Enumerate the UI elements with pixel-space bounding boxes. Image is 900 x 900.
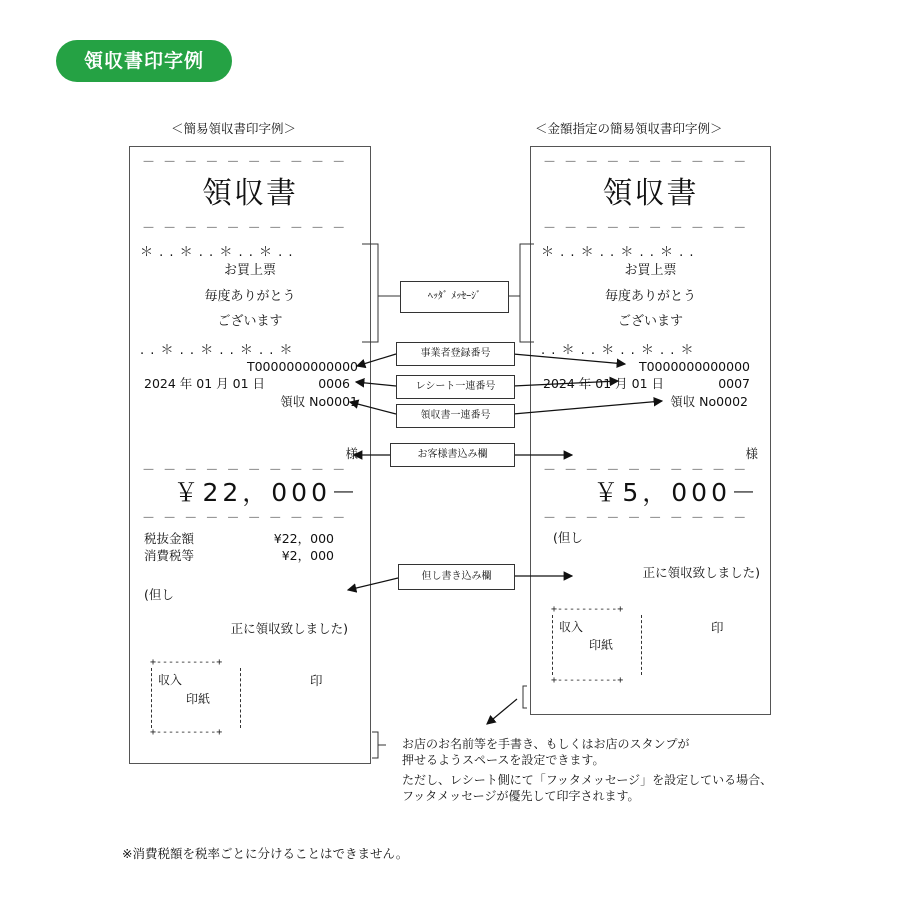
label-receipt-serial: レシート一連番号 bbox=[396, 375, 515, 399]
caption-simple-receipt: ＜簡易領収書印字例＞ bbox=[171, 121, 297, 136]
dash-line: － － － － － － － － － － bbox=[142, 155, 348, 170]
dash-line: － － － － － － － － － － bbox=[142, 463, 348, 478]
receipt-amount: ￥22，000－ bbox=[173, 478, 360, 507]
star-line-bottom: . . ＊ . . ＊ . . ＊ . . ＊ bbox=[541, 343, 695, 358]
caption-amount-receipt: ＜金額指定の簡易領収書印字例＞ bbox=[535, 121, 723, 136]
customer-sama: 様 bbox=[345, 446, 358, 461]
header-message-3: ございます bbox=[617, 314, 683, 329]
receipt-serial: 0007 bbox=[718, 376, 750, 391]
footer-note-line-1: お店のお名前等を手書き、もしくはお店のスタンプが bbox=[402, 737, 690, 751]
footer-note-line-4: フッタメッセージが優先して印字されます。 bbox=[402, 789, 640, 803]
revenue-stamp-label-1: 収入 bbox=[559, 620, 584, 634]
label-invoice-serial: 領収書一連番号 bbox=[396, 404, 515, 428]
received-text: 正に領収致しました) bbox=[642, 565, 760, 580]
revenue-stamp-label-2: 印紙 bbox=[186, 692, 211, 706]
tax-value: ¥2，000 bbox=[281, 548, 334, 563]
label-header-message: ﾍｯﾀﾞ ﾒｯｾｰｼﾞ bbox=[400, 281, 509, 313]
header-message-1: お買上票 bbox=[624, 263, 677, 278]
receipt-number: 領収 No0002 bbox=[670, 394, 748, 409]
tax-excluded-value: ¥22，000 bbox=[273, 531, 334, 546]
proviso-text: (但し bbox=[144, 587, 174, 602]
tax-label: 消費税等 bbox=[144, 548, 195, 563]
customer-sama: 様 bbox=[745, 446, 758, 461]
header-message-2: 毎度ありがとう bbox=[204, 289, 296, 304]
proviso-text: (但し bbox=[553, 530, 583, 545]
receipt-date: 2024 年 01 月 01 日 bbox=[144, 376, 265, 391]
stamp-box-top: +----------+ bbox=[551, 604, 624, 615]
dash-line: － － － － － － － － － － bbox=[142, 221, 348, 236]
dash-line: － － － － － － － － － － bbox=[142, 511, 348, 526]
star-line-top: ＊ . . ＊ . . ＊ . . ＊ . . bbox=[140, 245, 294, 260]
tax-disclaimer: ※消費税額を税率ごとに分けることはできません。 bbox=[122, 846, 409, 861]
stamp-box-top: +----------+ bbox=[150, 657, 223, 668]
footer-note-line-2: 押せるようスペースを設定できます。 bbox=[402, 753, 605, 767]
registration-number: T0000000000000 bbox=[246, 359, 358, 374]
receipt-title: 領収書 bbox=[602, 176, 699, 211]
receipt-title: 領収書 bbox=[202, 176, 298, 211]
seal-mark: 印 bbox=[711, 620, 724, 635]
received-text: 正に領収致しました) bbox=[230, 621, 348, 636]
seal-mark: 印 bbox=[310, 673, 323, 688]
dash-line: － － － － － － － － － － bbox=[543, 155, 749, 170]
dash-line: － － － － － － － － － － bbox=[543, 511, 749, 526]
dash-line: － － － － － － － － － － bbox=[543, 463, 749, 478]
dash-line: － － － － － － － － － － bbox=[543, 221, 749, 236]
revenue-stamp-label-2: 印紙 bbox=[589, 638, 614, 652]
star-line-top: ＊ . . ＊ . . ＊ . . ＊ . . bbox=[541, 245, 695, 260]
label-customer-field: お客様書込み欄 bbox=[390, 443, 515, 467]
revenue-stamp-label-1: 収入 bbox=[158, 673, 183, 687]
tax-excluded-label: 税抜金額 bbox=[144, 531, 195, 546]
header-message-1: お買上票 bbox=[223, 263, 276, 278]
stamp-box-bottom: +----------+ bbox=[551, 675, 624, 686]
label-business-registration: 事業者登録番号 bbox=[396, 342, 515, 366]
receipt-number: 領収 No0001 bbox=[280, 394, 358, 409]
footer-note-line-3: ただし、レシート側にて「フッタメッセージ」を設定している場合、 bbox=[402, 773, 773, 787]
header-message-2: 毎度ありがとう bbox=[604, 289, 696, 304]
receipt-date: 2024 年 01 月 01 日 bbox=[543, 376, 664, 391]
page-title-badge: 領収書印字例 bbox=[56, 40, 232, 82]
receipt-serial: 0006 bbox=[318, 376, 350, 391]
label-proviso-field: 但し書き込み欄 bbox=[398, 564, 515, 590]
star-line-bottom: . . ＊ . . ＊ . . ＊ . . ＊ bbox=[140, 343, 294, 358]
receipt-amount: ￥5，000－ bbox=[593, 478, 760, 507]
stamp-box-bottom: +----------+ bbox=[150, 727, 223, 738]
header-message-3: ございます bbox=[217, 314, 283, 329]
registration-number: T0000000000000 bbox=[638, 359, 750, 374]
